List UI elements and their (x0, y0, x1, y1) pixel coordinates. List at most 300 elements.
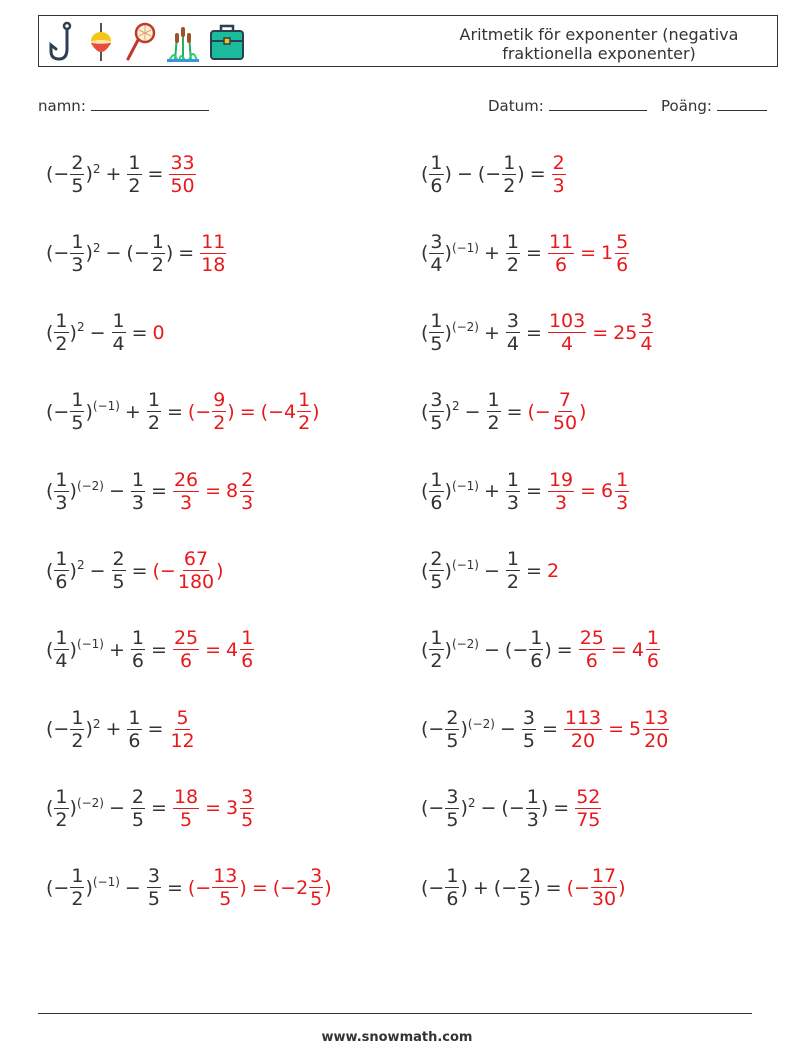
numerator: 3 (430, 230, 443, 253)
fraction (151, 231, 165, 276)
fraction-group (547, 231, 575, 276)
denominator: 5 (71, 174, 84, 197)
fraction-group (239, 786, 255, 831)
numerator: 1 (503, 151, 516, 174)
operator: − (89, 321, 106, 344)
numerator: 2 (552, 151, 565, 174)
denominator: 20 (644, 729, 669, 752)
answer (168, 152, 196, 197)
fraction (575, 786, 601, 831)
fraction (147, 865, 161, 910)
equals-sign: = (526, 559, 542, 582)
denominator: 3 (55, 491, 68, 514)
fraction (526, 786, 540, 831)
answer-text: (− (187, 876, 212, 899)
answer-text: ) (312, 400, 320, 423)
expression (46, 707, 143, 752)
fraction (131, 469, 145, 514)
exponent: (−2) (467, 716, 495, 731)
fraction (131, 627, 145, 672)
problem-item (421, 858, 626, 918)
fraction (502, 152, 516, 197)
numerator: 103 (548, 310, 586, 333)
numerator: 2 (131, 785, 145, 808)
fraction-group (501, 865, 533, 910)
expression (46, 786, 146, 831)
fraction-group (428, 152, 444, 197)
paren: ) (69, 559, 77, 582)
problem-item (421, 541, 559, 601)
paren: ) (540, 797, 549, 820)
answer-text: ) (324, 876, 332, 899)
answer (574, 786, 602, 831)
exponent: 2 (76, 320, 85, 335)
equals-sign: = (506, 400, 523, 423)
equals-sign: = (553, 797, 570, 820)
problem-item (46, 858, 332, 918)
answer-text: ) (227, 400, 235, 423)
fraction-group (146, 865, 162, 910)
problem-item (46, 223, 227, 283)
minus-sign: − (53, 718, 70, 741)
score-field[interactable] (661, 96, 767, 115)
numerator: 2 (71, 151, 84, 174)
fraction-group (130, 786, 146, 831)
paren: ) (444, 480, 452, 503)
answer-text: ) (216, 559, 224, 582)
expression (421, 707, 537, 752)
numerator: 1 (430, 151, 443, 174)
minus-sign: − (53, 163, 70, 185)
denominator: 5 (310, 888, 323, 911)
denominator: 5 (430, 571, 443, 593)
numerator: 1 (616, 468, 629, 491)
fraction-group (53, 786, 69, 831)
numerator: 1 (646, 627, 659, 650)
numerator: 1 (430, 310, 443, 333)
fraction (173, 786, 199, 831)
fraction (173, 627, 199, 672)
denominator: 3 (526, 808, 539, 831)
numerator: 33 (170, 151, 195, 174)
expression (46, 310, 127, 355)
equals-sign: = (166, 876, 183, 899)
minus-sign: − (53, 876, 70, 899)
worksheet-header (38, 15, 778, 67)
fraction (54, 548, 68, 593)
minus-sign: − (512, 638, 529, 661)
fraction-group (199, 231, 227, 276)
expression (421, 865, 541, 910)
problem-item (46, 303, 165, 363)
paren: ) (69, 797, 77, 820)
minus-sign: − (501, 876, 518, 899)
fraction-group (578, 627, 606, 672)
denominator: 6 (530, 650, 543, 673)
fraction-group (428, 707, 460, 752)
fraction-group (53, 627, 69, 672)
denominator: 6 (179, 650, 193, 673)
paren: ) (165, 242, 174, 265)
paren: ( (46, 718, 54, 741)
operator: + (484, 480, 500, 503)
fraction (429, 231, 443, 276)
numerator: 1 (298, 389, 311, 412)
denominator: 2 (298, 412, 311, 435)
equals-sign: = (610, 638, 627, 661)
paren: ( (46, 480, 54, 503)
answer (547, 231, 630, 276)
equals-sign: = (166, 400, 183, 423)
fraction (643, 707, 669, 752)
fraction-group (130, 627, 146, 672)
operator: − (124, 876, 141, 899)
numerator: 25 (173, 627, 199, 650)
answer (578, 627, 661, 672)
denominator: 6 (131, 650, 145, 673)
operator: − (484, 638, 500, 661)
fraction-group (428, 865, 460, 910)
fraction-group (172, 627, 200, 672)
answer-text: 0 (152, 321, 165, 344)
answer-text: ) (239, 876, 247, 899)
paren: ( (46, 638, 54, 661)
denominator: 6 (241, 650, 254, 673)
fraction-group (168, 707, 196, 752)
fraction-group (111, 310, 127, 355)
fishing-net-icon (125, 21, 157, 63)
denominator: 6 (646, 650, 659, 673)
operator: + (484, 242, 500, 265)
fraction-group (53, 152, 85, 197)
exponent: 2 (92, 716, 101, 731)
numerator: 26 (173, 468, 199, 491)
fraction-group (146, 389, 162, 434)
paren: ( (46, 163, 54, 185)
numerator: 1 (55, 548, 68, 570)
expression (46, 865, 162, 910)
denominator: 2 (128, 174, 141, 197)
minus-sign: − (428, 718, 445, 741)
paren: ) (69, 638, 77, 661)
date-label: Datum: (488, 97, 544, 115)
fraction (564, 707, 602, 752)
numerator: 1 (430, 468, 443, 491)
date-line[interactable] (549, 96, 647, 111)
numerator: 19 (548, 468, 574, 491)
paren: ) (85, 876, 93, 899)
problem-item (421, 461, 630, 521)
fraction-group (551, 389, 579, 434)
minus-sign: − (428, 797, 445, 820)
equals-sign: = (592, 321, 609, 344)
denominator: 6 (128, 729, 141, 752)
fraction (429, 548, 443, 593)
answer-text: (−4 (260, 400, 297, 423)
fraction (429, 152, 443, 197)
fraction (70, 231, 84, 276)
fraction-group (53, 865, 85, 910)
whole-number: 4 (226, 638, 239, 661)
numerator: 11 (548, 230, 574, 253)
paren: ) (444, 559, 452, 582)
numerator: 1 (128, 151, 141, 174)
fraction (548, 310, 586, 355)
answer (153, 548, 224, 593)
operator: − (464, 400, 481, 423)
fraction (615, 469, 629, 514)
fraction (177, 548, 215, 593)
whole-number: 8 (226, 480, 239, 503)
operator: − (456, 163, 473, 185)
denominator: 5 (241, 808, 254, 831)
name-field[interactable] (38, 96, 209, 115)
exponent: (−1) (76, 637, 104, 652)
answer (567, 865, 626, 910)
equals-sign: = (541, 718, 558, 741)
expression (421, 469, 521, 514)
denominator: 5 (71, 412, 84, 435)
paren: ( (421, 400, 429, 423)
numerator: 1 (506, 468, 520, 491)
denominator: 5 (446, 808, 459, 831)
whole-number: 5 (629, 718, 642, 741)
numerator: 1 (131, 627, 145, 650)
fraction (173, 469, 199, 514)
operator: + (105, 163, 122, 185)
expression (46, 469, 146, 514)
denominator: 5 (522, 729, 535, 752)
equals-sign: = (151, 638, 167, 661)
fraction (487, 389, 501, 434)
equals-sign: = (608, 718, 625, 741)
paren: ) (85, 718, 93, 741)
operator: + (484, 321, 500, 344)
numerator: 1 (55, 310, 68, 333)
numerator: 1 (55, 627, 68, 650)
denominator: 30 (591, 888, 617, 911)
exponent: (−2) (76, 478, 104, 493)
numerator: 1 (530, 627, 543, 650)
fraction-group (53, 310, 69, 355)
paren: ( (421, 321, 429, 344)
answer-text: (− (527, 400, 551, 423)
fraction (240, 627, 254, 672)
denominator: 3 (71, 253, 84, 276)
numerator: 1 (128, 706, 141, 729)
paren: ) (444, 242, 452, 265)
denominator: 2 (430, 650, 443, 673)
whole-number: 1 (601, 242, 614, 265)
numerator: 3 (310, 865, 323, 888)
answer (547, 560, 559, 582)
tackle-box-icon (209, 21, 245, 63)
fraction-group (53, 231, 85, 276)
fraction-group (130, 469, 146, 514)
fraction-group (134, 231, 166, 276)
expression (421, 231, 521, 276)
paren: ( (421, 638, 429, 661)
name-line[interactable] (91, 96, 209, 111)
fraction-group (172, 469, 200, 514)
fraction-group (168, 152, 196, 197)
paren: ) (85, 400, 93, 423)
fraction-group (551, 152, 567, 197)
fraction (429, 627, 443, 672)
fraction (54, 627, 68, 672)
equals-sign: = (151, 797, 167, 820)
fraction (240, 469, 254, 514)
fraction (54, 469, 68, 514)
numerator: 7 (558, 389, 571, 412)
fraction-group (642, 707, 670, 752)
paren: ( (421, 242, 429, 265)
exponent: (−1) (451, 558, 479, 572)
denominator: 180 (177, 571, 215, 593)
denominator: 3 (554, 491, 568, 514)
fraction-group (428, 231, 444, 276)
fraction-group (512, 627, 544, 672)
fraction (522, 707, 536, 752)
fraction (297, 389, 311, 434)
numerator: 1 (71, 389, 84, 412)
fraction (147, 389, 161, 434)
denominator: 5 (179, 808, 193, 831)
denominator: 6 (616, 253, 629, 276)
paren: ( (421, 718, 429, 741)
denominator: 50 (552, 412, 578, 435)
denominator: 2 (71, 729, 84, 752)
answer (172, 627, 255, 672)
equals-sign: = (205, 797, 222, 820)
paren: ( (46, 559, 54, 582)
denominator: 2 (213, 412, 226, 435)
denominator: 4 (55, 650, 68, 673)
fraction (445, 707, 459, 752)
fraction-group (126, 707, 142, 752)
fraction-group (428, 627, 444, 672)
whole-number: 4 (631, 638, 644, 661)
fraction (309, 865, 323, 910)
answer-text: (− (187, 400, 212, 423)
fraction-group (111, 548, 127, 593)
fraction (579, 627, 605, 672)
fraction (518, 865, 532, 910)
fraction-group (505, 469, 521, 514)
date-field[interactable] (488, 96, 647, 115)
fraction (169, 707, 195, 752)
denominator: 2 (503, 174, 516, 197)
denominator: 50 (170, 174, 195, 197)
fraction (506, 231, 520, 276)
fraction-group (505, 548, 521, 593)
expression (421, 786, 548, 831)
denominator: 5 (131, 808, 145, 831)
fraction (615, 231, 629, 276)
answer (168, 707, 196, 752)
denominator: 2 (55, 808, 68, 831)
denominator: 2 (506, 253, 520, 276)
equals-sign: = (526, 321, 542, 344)
answer (172, 786, 255, 831)
problem-item (46, 382, 320, 442)
operator: − (105, 242, 122, 265)
minus-sign: − (133, 242, 150, 265)
denominator: 5 (112, 571, 125, 593)
denominator: 4 (640, 333, 653, 356)
problem-item (421, 382, 586, 442)
paren: ) (444, 638, 452, 661)
exponent: (−1) (451, 478, 479, 493)
paren: ( (421, 559, 429, 582)
numerator: 11 (201, 230, 226, 253)
numerator: 1 (506, 548, 520, 570)
whole-number: 25 (613, 321, 638, 344)
paren: ( (421, 797, 429, 820)
denominator: 3 (241, 491, 254, 514)
expression (46, 389, 162, 434)
expression (421, 310, 521, 355)
worksheet-title: Aritmetik för exponenter (negativa fraktionella exponenter) (459, 25, 739, 63)
paren: ( (46, 321, 54, 344)
fraction (548, 231, 574, 276)
numerator: 1 (71, 230, 84, 253)
fraction-group (574, 786, 602, 831)
fraction (112, 310, 126, 355)
denominator: 75 (576, 808, 601, 831)
denominator: 4 (430, 253, 443, 276)
fraction (127, 707, 141, 752)
answer (172, 469, 255, 514)
paren: ( (46, 242, 54, 265)
fraction (127, 152, 141, 197)
fraction (212, 865, 238, 910)
numerator: 1 (430, 627, 443, 650)
denominator: 2 (506, 571, 520, 593)
numerator: 3 (506, 310, 520, 333)
score-label: Poäng: (661, 97, 712, 115)
fraction (429, 389, 443, 434)
operator: + (124, 400, 141, 423)
equals-sign: = (580, 242, 597, 265)
header-icons (47, 20, 245, 64)
paren: ) (69, 321, 77, 344)
denominator: 6 (446, 888, 459, 911)
paren: ) (533, 876, 541, 899)
score-line[interactable] (717, 96, 767, 111)
equals-sign: = (526, 242, 542, 265)
fraction (445, 865, 459, 910)
problem-item (46, 620, 255, 680)
operator: + (105, 718, 122, 741)
numerator: 13 (213, 865, 238, 888)
fraction-group (308, 865, 324, 910)
fraction-group (428, 469, 444, 514)
operator: − (89, 559, 106, 582)
exponent: (−1) (92, 875, 120, 890)
paren: ( (421, 876, 429, 899)
expression (421, 152, 525, 197)
paren: ( (501, 797, 509, 820)
denominator: 3 (506, 491, 520, 514)
operator: + (472, 876, 489, 899)
answer (563, 707, 670, 752)
fraction (54, 310, 68, 355)
fraction (552, 152, 566, 197)
fraction (639, 310, 653, 355)
answer-text: 2 (546, 559, 560, 582)
fraction (169, 152, 195, 197)
